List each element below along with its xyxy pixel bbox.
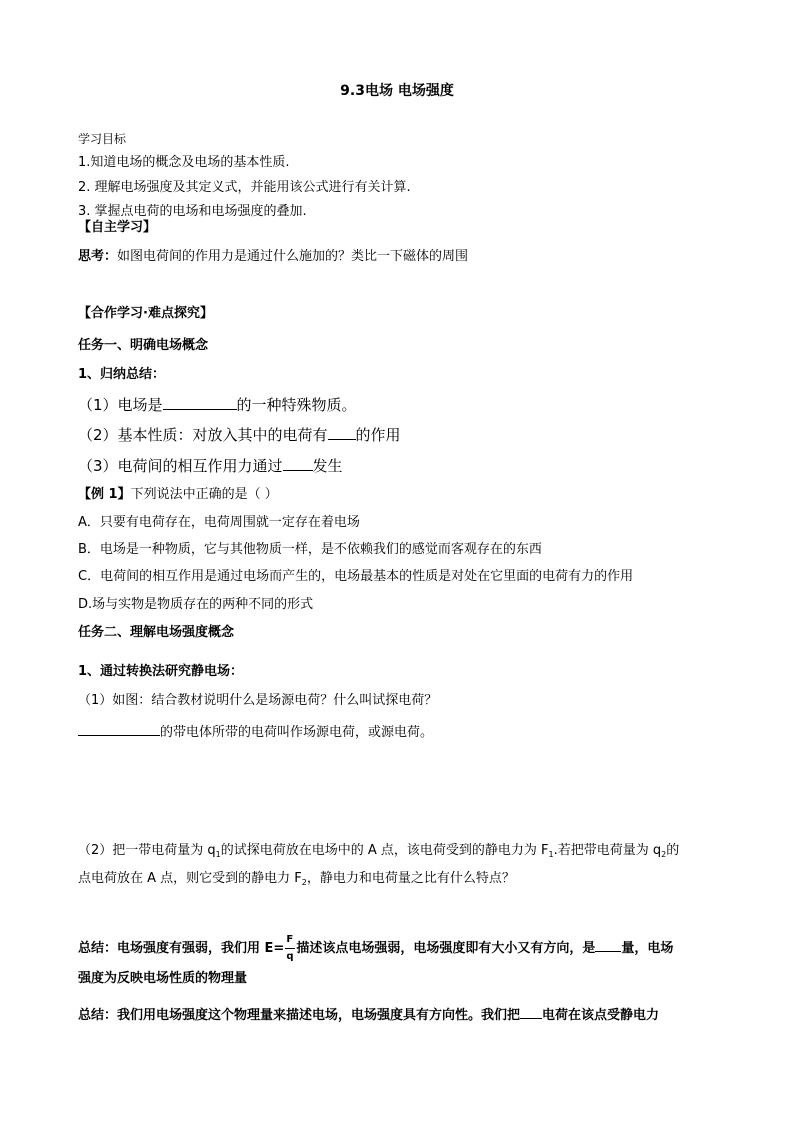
self-study-heading: 【自主学习】 [78, 220, 157, 235]
think-label: 思考： [78, 249, 118, 264]
task1-heading: 任务一、明确电场概念 [78, 338, 209, 353]
goals-heading: 学习目标 [78, 132, 127, 146]
q2-blank [328, 426, 356, 440]
part-2-line-1 [78, 843, 679, 859]
example-1 [78, 487, 278, 503]
summary-1-line-1 [78, 933, 674, 962]
question-2 [78, 426, 401, 444]
s1-text-c: 量，电场 [621, 941, 674, 956]
think-line [78, 249, 468, 265]
s1-text-b: 描述该点电场强弱，电场强度即有大小又有方向，是 [296, 941, 596, 956]
example-label: 【例 1】 [78, 487, 131, 502]
fraction-denominator: q [286, 950, 294, 962]
option-c: C．电荷间的相互作用是通过电场而产生的，电场最基本的性质是对处在它里面的电荷有力的作用 [78, 569, 634, 584]
p2-line2-b: ，静电力和电荷量之比有什么特点？ [306, 871, 515, 886]
method-heading: 1、通过转换法研究静电场： [78, 664, 244, 679]
p2-sub-3: 2 [661, 850, 667, 859]
p1-fill-suffix: 的带电体所带的电荷叫作场源电荷，或源电荷。 [160, 725, 434, 740]
part-1-fill [78, 722, 433, 741]
p2-sub-2: 1 [548, 850, 554, 859]
task2-heading: 任务二、理解电场强度概念 [78, 625, 235, 640]
coop-heading: 【合作学习·难点探究】 [78, 306, 213, 321]
s2-blank [520, 1005, 542, 1019]
option-d: D.场与实物是物质存在的两种不同的形式 [78, 597, 314, 612]
p2-text-c: .若把带电荷量为 q [553, 843, 662, 858]
p2-text-d: 的 [666, 843, 680, 858]
q1-suffix: 的一种特殊物质。 [236, 396, 357, 414]
p2-text-a: （2）把一带电荷量为 q [78, 843, 216, 858]
p2-sub-4: 2 [301, 878, 307, 887]
summary1-heading: 1、归纳总结： [78, 367, 166, 382]
s2-text-a: 总结：我们用电场强度这个物理量来描述电场，电场强度具有方向性。我们把 [78, 1008, 521, 1023]
s1-text-a: 总结：电场强度有强弱，我们用 E= [78, 941, 285, 956]
q3-blank [283, 457, 313, 471]
question-1 [78, 396, 357, 414]
part-2-line-2 [78, 871, 515, 887]
p2-line2-a: 点电荷放在 A 点，则它受到的静电力 F [78, 871, 302, 886]
s2-text-b: 电荷在该点受静电力 [542, 1008, 660, 1023]
page-title: 9.3电场 电场强度 [340, 83, 454, 99]
example-text: 下列说法中正确的是（ ） [130, 487, 278, 502]
summary-1-line-2: 强度为反映电场性质的物理量 [78, 971, 248, 986]
q1-prefix: （1）电场是 [78, 396, 163, 414]
p2-sub-1: 1 [215, 850, 221, 859]
goal-item-2: 2. 理解电场强度及其定义式，并能用该公式进行有关计算. [78, 180, 411, 195]
e-formula-fraction [285, 933, 295, 962]
q2-prefix: （2）基本性质：对放入其中的电荷有 [78, 426, 328, 444]
q3-prefix: （3）电荷间的相互作用力通过 [78, 457, 283, 475]
summary-2-line-1 [78, 1005, 659, 1024]
q1-blank [163, 396, 237, 410]
think-text: 如图电荷间的作用力是通过什么施加的？类比一下磁体的周围 [117, 249, 469, 264]
question-3 [78, 457, 343, 475]
q2-suffix: 的作用 [355, 426, 401, 444]
s1-blank [595, 938, 621, 952]
q3-suffix: 发生 [312, 457, 343, 475]
goal-item-1: 1.知道电场的概念及电场的基本性质. [78, 155, 290, 170]
fraction-numerator: F [286, 933, 294, 945]
p2-text-b: 的试探电荷放在电场中的 A 点，该电荷受到的静电力为 F [220, 843, 549, 858]
p1-blank [78, 722, 160, 736]
part-1-question: （1）如图：结合教材说明什么是场源电荷？什么叫试探电荷？ [78, 693, 438, 708]
option-a: A．只要有电荷存在，电荷周围就一定存在着电场 [78, 515, 360, 530]
goal-item-3: 3. 掌握点电荷的电场和电场强度的叠加. [78, 204, 307, 219]
option-b: B．电场是一种物质，它与其他物质一样，是不依赖我们的感觉而客观存在的东西 [78, 542, 542, 557]
